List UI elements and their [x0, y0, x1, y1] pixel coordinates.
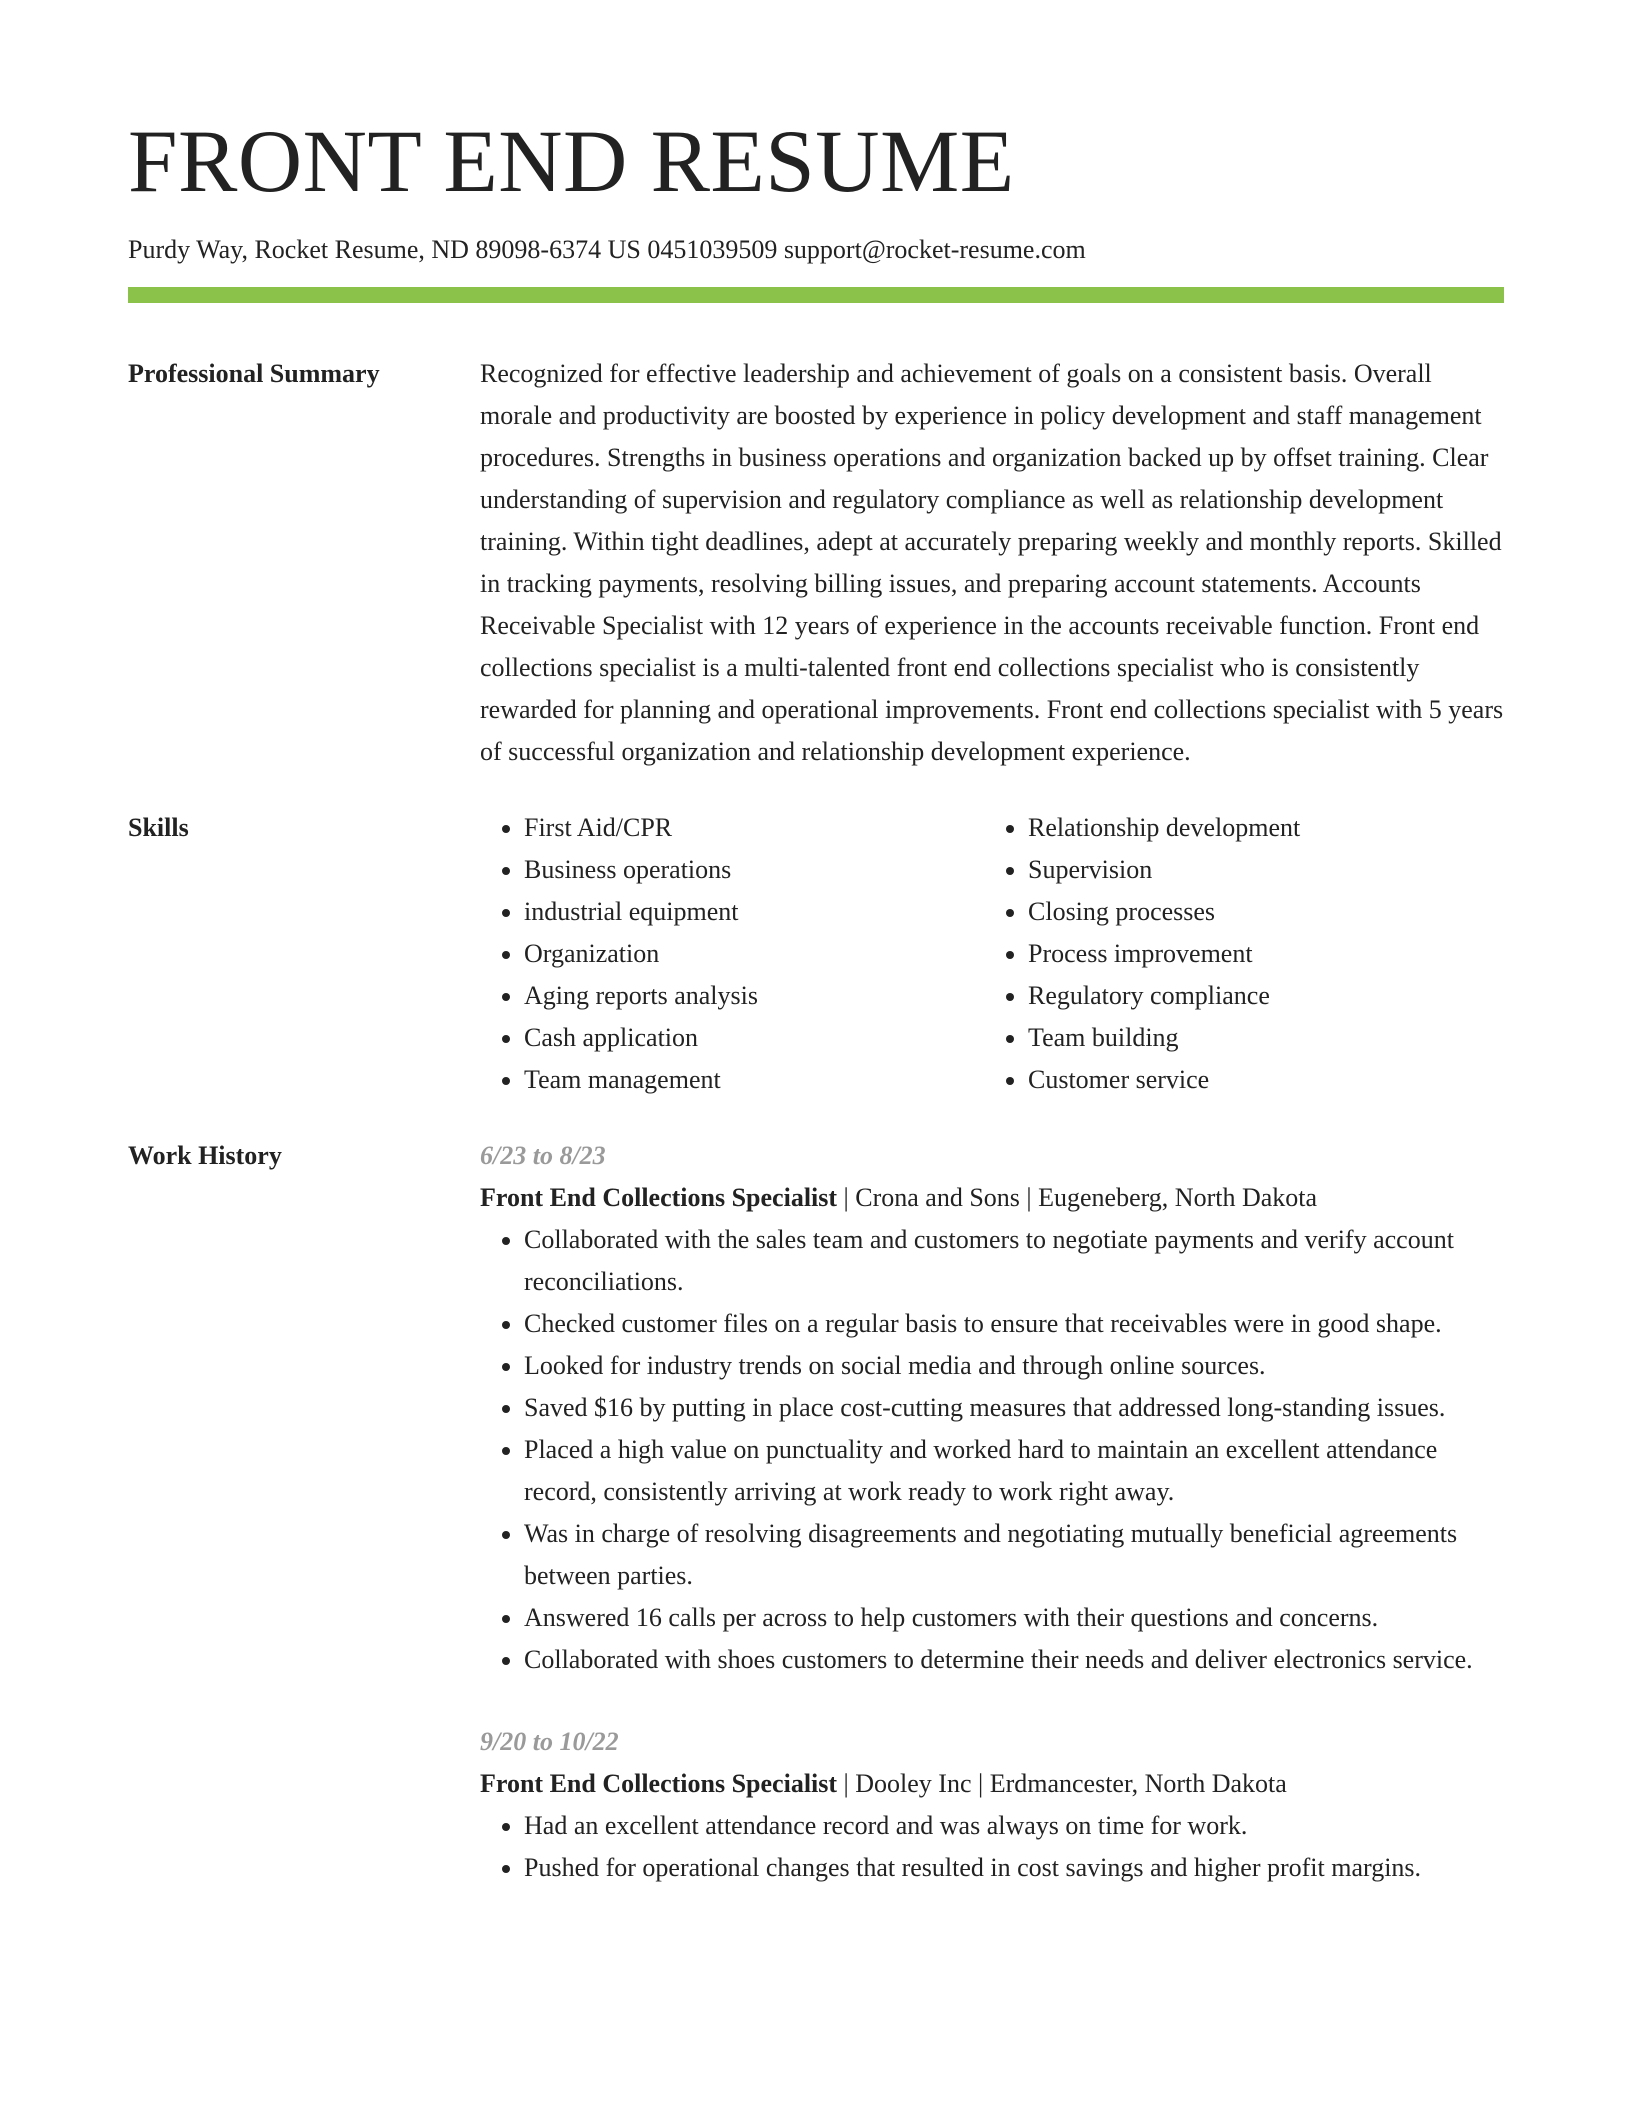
- work-history-heading: Work History: [128, 1141, 282, 1171]
- job-duty: • Collaborated with shoes customers to determine their needs and deliver electronics service.: [524, 1639, 1504, 1681]
- skill-item: • Team management: [524, 1059, 984, 1101]
- job-duty: • Placed a high value on punctuality and worked hard to maintain an excellent attendance record, consistently arriving at work ready to work right away.: [524, 1429, 1504, 1513]
- job-heading: [480, 1763, 1504, 1805]
- resume-page: [128, 113, 1504, 1889]
- summary-heading: Professional Summary: [128, 359, 380, 389]
- skill-item: • Regulatory compliance: [1028, 975, 1488, 1017]
- skill-item: • Team building: [1028, 1017, 1488, 1059]
- job-company-location: | Crona and Sons | Eugeneberg, North Dakota: [837, 1183, 1318, 1213]
- skills-column-left: [480, 807, 984, 1101]
- skill-item: • Aging reports analysis: [524, 975, 984, 1017]
- skill-item: • Customer service: [1028, 1059, 1488, 1101]
- summary-section: [128, 353, 1504, 773]
- job-duty: • Checked customer files on a regular basis to ensure that receivables were in good shape.: [524, 1303, 1504, 1345]
- job-duties: [480, 1219, 1504, 1681]
- work-history-section: [128, 1135, 1504, 1889]
- job-title: Front End Collections Specialist: [480, 1183, 838, 1213]
- job-duty: • Had an excellent attendance record and was always on time for work.: [524, 1805, 1504, 1847]
- job-dates: 6/23 to 8/23: [480, 1141, 606, 1171]
- skills-section: [128, 807, 1504, 1101]
- skills-heading: Skills: [128, 813, 189, 843]
- skill-item: • Relationship development: [1028, 807, 1488, 849]
- skill-item: • industrial equipment: [524, 891, 984, 933]
- skills-list: [480, 807, 1504, 1101]
- skill-item: • Process improvement: [1028, 933, 1488, 975]
- contact-line: Purdy Way, Rocket Resume, ND 89098-6374 US 0451039509 support@rocket-resume.com: [128, 235, 1086, 264]
- job-heading: [480, 1177, 1504, 1219]
- skill-item: • Business operations: [524, 849, 984, 891]
- job-duty: • Looked for industry trends on social media and through online sources.: [524, 1345, 1504, 1387]
- skill-item: • First Aid/CPR: [524, 807, 984, 849]
- job-duty: • Was in charge of resolving disagreements and negotiating mutually beneficial agreements between parties.: [524, 1513, 1504, 1597]
- job-duty: • Collaborated with the sales team and customers to negotiate payments and verify account reconciliations.: [524, 1219, 1504, 1303]
- header-divider: [128, 287, 1504, 303]
- job-title: Front End Collections Specialist: [480, 1769, 838, 1799]
- summary-text: Recognized for effective leadership and achievement of goals on a consistent basis. Overall morale and productivity are boosted by experience in policy development and staff management procedures. Strengths in business operations and organization backed up by offset training. Clear understanding of supervision and regulatory compliance as well as relationship development training. Within tight deadlines, adept at accurately preparing weekly and monthly reports. Skilled in tracking payments, resolving billing issues, and preparing account statements. Accounts Receivable Specialist with 12 years of experience in the accounts receivable function. Front end collections specialist is a multi-talented front end collections specialist who is consistently rewarded for planning and operational improvements. Front end collections specialist with 5 years of successful organization and relationship development experience.: [480, 359, 1504, 767]
- skills-column-right: [984, 807, 1488, 1101]
- job-entry: [480, 1721, 1504, 1889]
- resume-title: FRONT END RESUME: [128, 113, 1015, 211]
- job-company-location: | Dooley Inc | Erdmancester, North Dakota: [837, 1769, 1287, 1799]
- job-duties: [480, 1805, 1504, 1889]
- job-duty: • Saved $16 by putting in place cost-cutting measures that addressed long-standing issues.: [524, 1387, 1504, 1429]
- job-duty: • Answered 16 calls per across to help customers with their questions and concerns.: [524, 1597, 1504, 1639]
- skill-item: • Cash application: [524, 1017, 984, 1059]
- job-duty: • Pushed for operational changes that resulted in cost savings and higher profit margins.: [524, 1847, 1504, 1889]
- job-entry: [480, 1135, 1504, 1681]
- skill-item: • Organization: [524, 933, 984, 975]
- skill-item: • Supervision: [1028, 849, 1488, 891]
- job-dates: 9/20 to 10/22: [480, 1727, 619, 1757]
- skill-item: • Closing processes: [1028, 891, 1488, 933]
- work-history-list: [480, 1135, 1504, 1889]
